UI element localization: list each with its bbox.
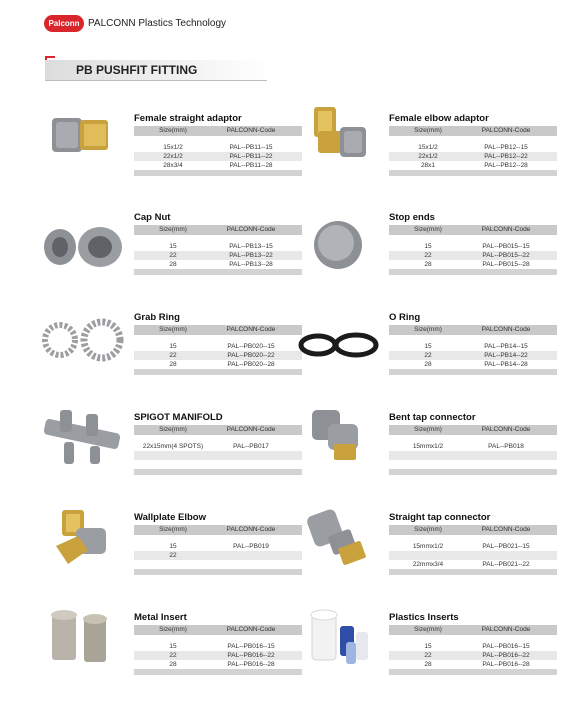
- table-footer: [134, 469, 302, 475]
- product-name: Stop ends: [389, 212, 435, 223]
- table-row: [134, 242, 302, 251]
- col-size: Size(mm): [414, 626, 442, 633]
- product-name: Grab Ring: [134, 312, 180, 323]
- code-cell: PAL--PB016--22: [482, 652, 530, 659]
- col-size: Size(mm): [414, 326, 442, 333]
- female-elbow-adaptor-image: [308, 105, 370, 163]
- size-cell: 15: [169, 243, 177, 250]
- size-cell: 15mmx1/2: [412, 443, 444, 450]
- product-spigot-manifold: [134, 412, 302, 475]
- table-row: [389, 560, 557, 569]
- spacer-row: [389, 435, 557, 442]
- table-row: [134, 442, 302, 451]
- table-row: [134, 451, 302, 460]
- col-code: PALCONN-Code: [481, 626, 531, 633]
- col-size: Size(mm): [414, 426, 442, 433]
- table-row: [134, 260, 302, 269]
- table-row: [389, 460, 557, 469]
- col-size: Size(mm): [159, 626, 187, 633]
- col-code: PALCONN-Code: [226, 127, 276, 134]
- table-header: [389, 225, 557, 235]
- stop-end-image: [310, 218, 366, 272]
- page-title: PB PUSHFIT FITTING: [76, 63, 198, 77]
- product-grab-ring: [134, 312, 302, 375]
- spacer-row: [134, 136, 302, 143]
- spacer-row: [134, 335, 302, 342]
- code-cell: PAL--PB14--28: [484, 361, 528, 368]
- code-cell: PAL--PB016--15: [227, 643, 275, 650]
- size-cell: 22mmx3/4: [412, 561, 444, 568]
- table-header: [134, 225, 302, 235]
- size-cell: 22: [424, 652, 432, 659]
- product-name: Female straight adaptor: [134, 113, 242, 124]
- product-o-ring: [389, 312, 557, 375]
- o-ring-image: [298, 330, 382, 360]
- spacer-row: [134, 635, 302, 642]
- product-name: Wallplate Elbow: [134, 512, 206, 523]
- col-code: PALCONN-Code: [481, 326, 531, 333]
- table-header: [134, 325, 302, 335]
- col-size: Size(mm): [159, 226, 187, 233]
- plastics-inserts-image: [306, 606, 380, 668]
- code-cell: PAL--PB016--15: [482, 643, 530, 650]
- table-footer: [389, 269, 557, 275]
- table-header: [134, 625, 302, 635]
- size-cell: 28: [169, 661, 177, 668]
- col-code: PALCONN-Code: [226, 326, 276, 333]
- table-row: [389, 143, 557, 152]
- code-cell: PAL--PB12--28: [484, 162, 528, 169]
- code-cell: PAL--PB13--22: [229, 252, 273, 259]
- size-cell: 15x1/2: [418, 144, 438, 151]
- size-cell: 28: [424, 661, 432, 668]
- size-cell: 28x1: [420, 162, 436, 169]
- table-row: [134, 342, 302, 351]
- code-cell: PAL--PB11--28: [229, 162, 273, 169]
- table-footer: [389, 669, 557, 675]
- spacer-row: [389, 136, 557, 143]
- table-footer: [389, 569, 557, 575]
- code-cell: PAL--PB016--28: [227, 661, 275, 668]
- col-size: Size(mm): [159, 127, 187, 134]
- col-size: Size(mm): [159, 426, 187, 433]
- col-code: PALCONN-Code: [226, 526, 276, 533]
- code-cell: PAL--PB14--22: [484, 352, 528, 359]
- size-cell: 22x1/2: [163, 153, 183, 160]
- product-wallplate-elbow: [134, 512, 302, 575]
- size-cell: 15: [169, 643, 177, 650]
- product-stop-ends: [389, 212, 557, 275]
- code-cell: PAL--PB020--28: [227, 361, 275, 368]
- female-straight-adaptor-image: [50, 110, 112, 160]
- size-cell: 15: [169, 343, 177, 350]
- table-row: [389, 351, 557, 360]
- table-header: [134, 126, 302, 136]
- product-bent-tap-connector: [389, 412, 557, 475]
- size-cell: 22: [424, 352, 432, 359]
- col-size: Size(mm): [159, 526, 187, 533]
- table-row: [134, 660, 302, 669]
- table-row: [389, 660, 557, 669]
- table-row: [134, 551, 302, 560]
- code-cell: PAL--PB11--15: [229, 144, 273, 151]
- code-cell: PAL--PB015--15: [482, 243, 530, 250]
- table-row: [134, 143, 302, 152]
- table-row: [389, 651, 557, 660]
- spacer-row: [134, 435, 302, 442]
- product-name: Female elbow adaptor: [389, 113, 489, 124]
- size-cell: 28: [169, 361, 177, 368]
- product-cap-nut: [134, 212, 302, 275]
- grab-ring-image: [40, 318, 126, 362]
- col-code: PALCONN-Code: [226, 226, 276, 233]
- product-name: SPIGOT MANIFOLD: [134, 412, 223, 423]
- table-row: [389, 251, 557, 260]
- product-name: Straight tap connector: [389, 512, 491, 523]
- code-cell: PAL--PB020--15: [227, 343, 275, 350]
- code-cell: PAL--PB12--22: [484, 153, 528, 160]
- table-footer: [134, 269, 302, 275]
- table-row: [134, 642, 302, 651]
- code-cell: PAL--PB015--28: [482, 261, 530, 268]
- spigot-manifold-image: [40, 406, 124, 466]
- table-row: [134, 351, 302, 360]
- table-header: [389, 525, 557, 535]
- table-row: [389, 360, 557, 369]
- size-cell: 28x3/4: [163, 162, 183, 169]
- code-cell: PAL--PB015--22: [482, 252, 530, 259]
- table-row: [134, 161, 302, 170]
- straight-tap-connector-image: [306, 506, 372, 568]
- table-row: [389, 260, 557, 269]
- size-cell: 22: [169, 352, 177, 359]
- spacer-row: [134, 235, 302, 242]
- spacer-row: [389, 635, 557, 642]
- code-cell: PAL--PB020--22: [227, 352, 275, 359]
- code-cell: PAL--PB016--22: [227, 652, 275, 659]
- size-cell: 15: [424, 243, 432, 250]
- code-cell: PAL--PB019: [233, 543, 269, 550]
- code-cell: PAL--PB13--28: [229, 261, 273, 268]
- code-cell: PAL--PB12--15: [484, 144, 528, 151]
- table-footer: [134, 369, 302, 375]
- product-name: Plastics Inserts: [389, 612, 459, 623]
- size-cell: 22: [169, 652, 177, 659]
- wallplate-elbow-image: [48, 506, 114, 568]
- table-row: [389, 642, 557, 651]
- table-header: [389, 126, 557, 136]
- table-row: [389, 242, 557, 251]
- size-cell: 28: [169, 261, 177, 268]
- table-footer: [389, 469, 557, 475]
- table-header: [389, 425, 557, 435]
- table-header: [389, 625, 557, 635]
- size-cell: 22x15mm(4 SPOTS): [142, 443, 204, 450]
- size-cell: 22: [169, 552, 177, 559]
- table-row: [389, 161, 557, 170]
- spacer-row: [134, 535, 302, 542]
- table-row: [134, 152, 302, 161]
- col-code: PALCONN-Code: [481, 426, 531, 433]
- col-code: PALCONN-Code: [481, 226, 531, 233]
- product-female-straight-adaptor: [134, 113, 302, 176]
- cap-nut-image: [42, 222, 126, 272]
- size-cell: 22x1/2: [418, 153, 438, 160]
- product-straight-tap-connector: [389, 512, 557, 575]
- table-row: [389, 442, 557, 451]
- code-cell: PAL--PB021--22: [482, 561, 530, 568]
- size-cell: 28: [424, 361, 432, 368]
- table-header: [134, 425, 302, 435]
- table-footer: [389, 369, 557, 375]
- size-cell: 15: [169, 543, 177, 550]
- product-name: O Ring: [389, 312, 421, 323]
- col-size: Size(mm): [414, 127, 442, 134]
- col-size: Size(mm): [414, 526, 442, 533]
- table-row: [389, 542, 557, 551]
- col-code: PALCONN-Code: [481, 526, 531, 533]
- table-row: [389, 152, 557, 161]
- code-cell: PAL--PB018: [488, 443, 524, 450]
- table-row: [389, 451, 557, 460]
- table-row: [134, 651, 302, 660]
- table-footer: [134, 669, 302, 675]
- size-cell: 28: [424, 261, 432, 268]
- code-cell: PAL--PB13--15: [229, 243, 273, 250]
- table-row: [134, 251, 302, 260]
- size-cell: 15: [424, 343, 432, 350]
- table-row: [134, 560, 302, 569]
- col-code: PALCONN-Code: [481, 127, 531, 134]
- product-metal-insert: [134, 612, 302, 675]
- product-plastics-inserts: [389, 612, 557, 675]
- table-header: [134, 525, 302, 535]
- code-cell: PAL--PB016--28: [482, 661, 530, 668]
- table-row: [389, 551, 557, 560]
- code-cell: PAL--PB017: [233, 443, 269, 450]
- spacer-row: [389, 235, 557, 242]
- table-footer: [389, 170, 557, 176]
- col-size: Size(mm): [159, 326, 187, 333]
- col-size: Size(mm): [414, 226, 442, 233]
- product-female-elbow-adaptor: [389, 113, 557, 176]
- code-cell: PAL--PB14--15: [484, 343, 528, 350]
- metal-insert-image: [48, 606, 120, 668]
- table-header: [389, 325, 557, 335]
- size-cell: 15mmx1/2: [412, 543, 444, 550]
- size-cell: 22: [424, 252, 432, 259]
- product-name: Bent tap connector: [389, 412, 476, 423]
- size-cell: 15: [424, 643, 432, 650]
- company-name: PALCONN Plastics Technology: [88, 18, 227, 29]
- palconn-logo: Palconn: [44, 15, 84, 32]
- code-cell: PAL--PB021--15: [482, 543, 530, 550]
- table-footer: [134, 170, 302, 176]
- table-row: [134, 460, 302, 469]
- spacer-row: [389, 535, 557, 542]
- table-row: [134, 542, 302, 551]
- col-code: PALCONN-Code: [226, 426, 276, 433]
- size-cell: 22: [169, 252, 177, 259]
- col-code: PALCONN-Code: [226, 626, 276, 633]
- product-name: Cap Nut: [134, 212, 171, 223]
- table-row: [389, 342, 557, 351]
- bent-tap-connector-image: [308, 406, 370, 464]
- product-name: Metal Insert: [134, 612, 187, 623]
- table-footer: [134, 569, 302, 575]
- spacer-row: [389, 335, 557, 342]
- code-cell: PAL--PB11--22: [229, 153, 273, 160]
- table-row: [134, 360, 302, 369]
- size-cell: 15x1/2: [163, 144, 183, 151]
